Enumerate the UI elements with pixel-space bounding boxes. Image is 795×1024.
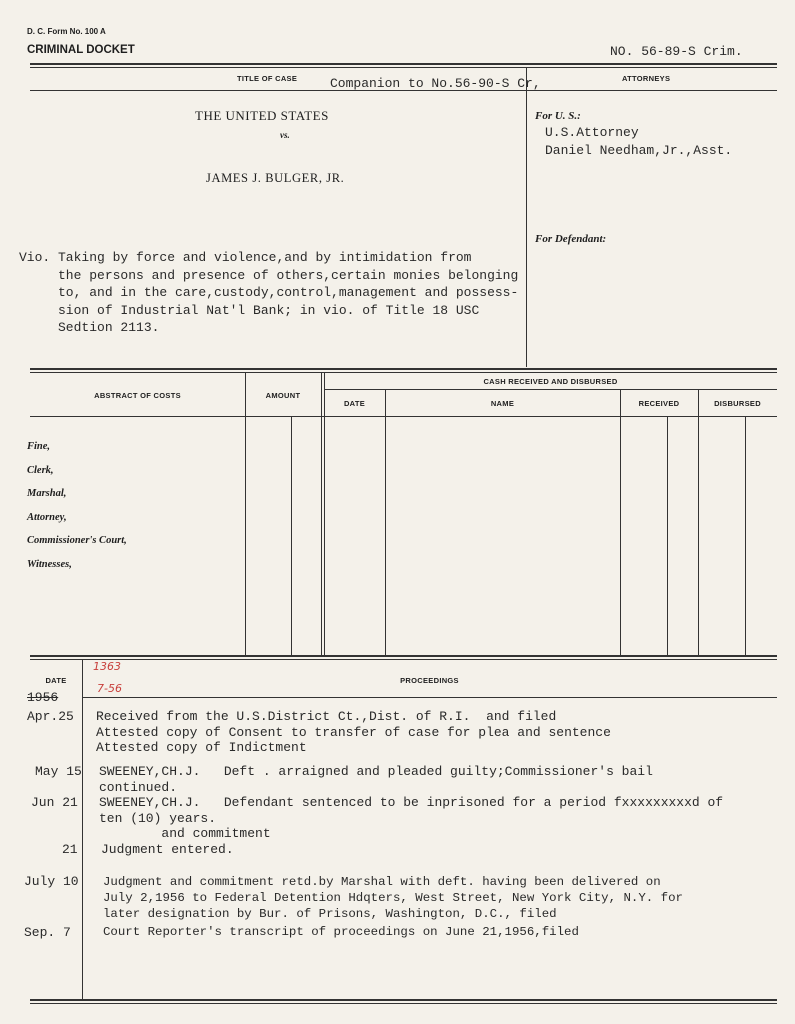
handwritten-annotation: 7-56 — [97, 682, 122, 695]
disbursed-label: DISBURSED — [714, 399, 761, 408]
proceedings-label: PROCEEDINGS — [400, 676, 459, 685]
entry-text: Judgment and commitment retd.by Marshal with deft. having been delivered on July 2,1956 to Federal Detention Hdqters, West Street, New York City, N.Y. for later designation by Bur. of Prisons, Washington, D.C., filed — [103, 875, 683, 921]
violation-line: sion of Industrial Nat'l Bank; in vio. of Title 18 USC — [19, 302, 480, 318]
entry-date: Sep. 7 — [24, 925, 71, 940]
entry-text: Judgment entered. — [101, 842, 234, 857]
defendant-name: JAMES J. BULGER, JR. — [206, 171, 345, 185]
entry-date: Apr.25 — [27, 709, 74, 724]
proceedings-date-label: DATE — [45, 676, 67, 685]
violation-line: to, and in the care,custody,control,management and possess- — [19, 285, 519, 300]
cash-date-label: DATE — [343, 399, 366, 408]
received-label: RECEIVED — [638, 399, 680, 408]
title-of-case-label: TITLE OF CASE — [237, 74, 298, 83]
cash-name-label: NAME — [490, 399, 515, 408]
for-us-label: For U. S.: — [535, 110, 581, 122]
case-number: NO. 56-89-S Crim. — [610, 44, 743, 59]
proceedings-year: 1956 — [27, 690, 59, 705]
cost-item-clerk: Clerk, — [27, 464, 54, 476]
handwritten-annotation: 1363 — [93, 660, 121, 673]
cost-item-marshal: Marshal, — [27, 488, 67, 499]
plaintiff: THE UNITED STATES — [195, 108, 329, 123]
cost-item-fine: Fine, — [27, 441, 51, 452]
entry-date: 21 — [62, 842, 78, 857]
violation-description — [19, 249, 518, 337]
for-defendant-label: For Defendant: — [535, 233, 607, 245]
cost-item-witnesses: Witnesses, — [27, 558, 72, 570]
abstract-of-costs-label: ABSTRACT OF COSTS — [94, 391, 181, 400]
docket-title: CRIMINAL DOCKET — [27, 44, 135, 56]
entry-text: Received from the U.S.District Ct.,Dist. of R.I. and filed Attested copy of Consent to transfer of case for plea and sentence Attested copy of Indictment — [96, 709, 611, 755]
versus: vs. — [280, 130, 290, 140]
violation-line: Sedtion 2113. — [19, 320, 160, 335]
assistant-attorney: Daniel Needham,Jr.,Asst. — [545, 143, 733, 158]
cash-received-label: CASH RECEIVED AND DISBURSED — [483, 377, 618, 386]
entry-text: SWEENEY,CH.J. Defendant sentenced to be inprisoned for a period fxxxxxxxxxd of ten (10) years. and commitment — [99, 795, 724, 841]
entry-text: Court Reporter's transcript of proceedings on June 21,1956,filed — [103, 925, 579, 939]
violation-line: the persons and presence of others,certain monies belonging — [19, 267, 519, 283]
us-attorney: U.S.Attorney — [545, 125, 639, 140]
cost-item-attorney: Attorney, — [27, 511, 67, 523]
cost-items — [27, 435, 127, 576]
violation-line: Vio. Taking by force and violence,and by intimidation from — [19, 250, 472, 265]
amount-label: AMOUNT — [265, 391, 301, 400]
entry-text: SWEENEY,CH.J. Deft . arraigned and pleaded guilty;Commissioner's bail continued. — [99, 764, 653, 795]
entry-date: May 15 — [35, 764, 82, 779]
entry-date: July 10 — [24, 874, 79, 889]
form-number: D. C. Form No. 100 A — [27, 27, 106, 36]
companion-case: Companion to No.56-90-S Cr, — [330, 76, 541, 91]
cost-item-commissioners-court: Commissioner's Court, — [27, 535, 127, 546]
entry-date: Jun 21 — [31, 795, 78, 810]
attorneys-label: ATTORNEYS — [622, 74, 671, 83]
